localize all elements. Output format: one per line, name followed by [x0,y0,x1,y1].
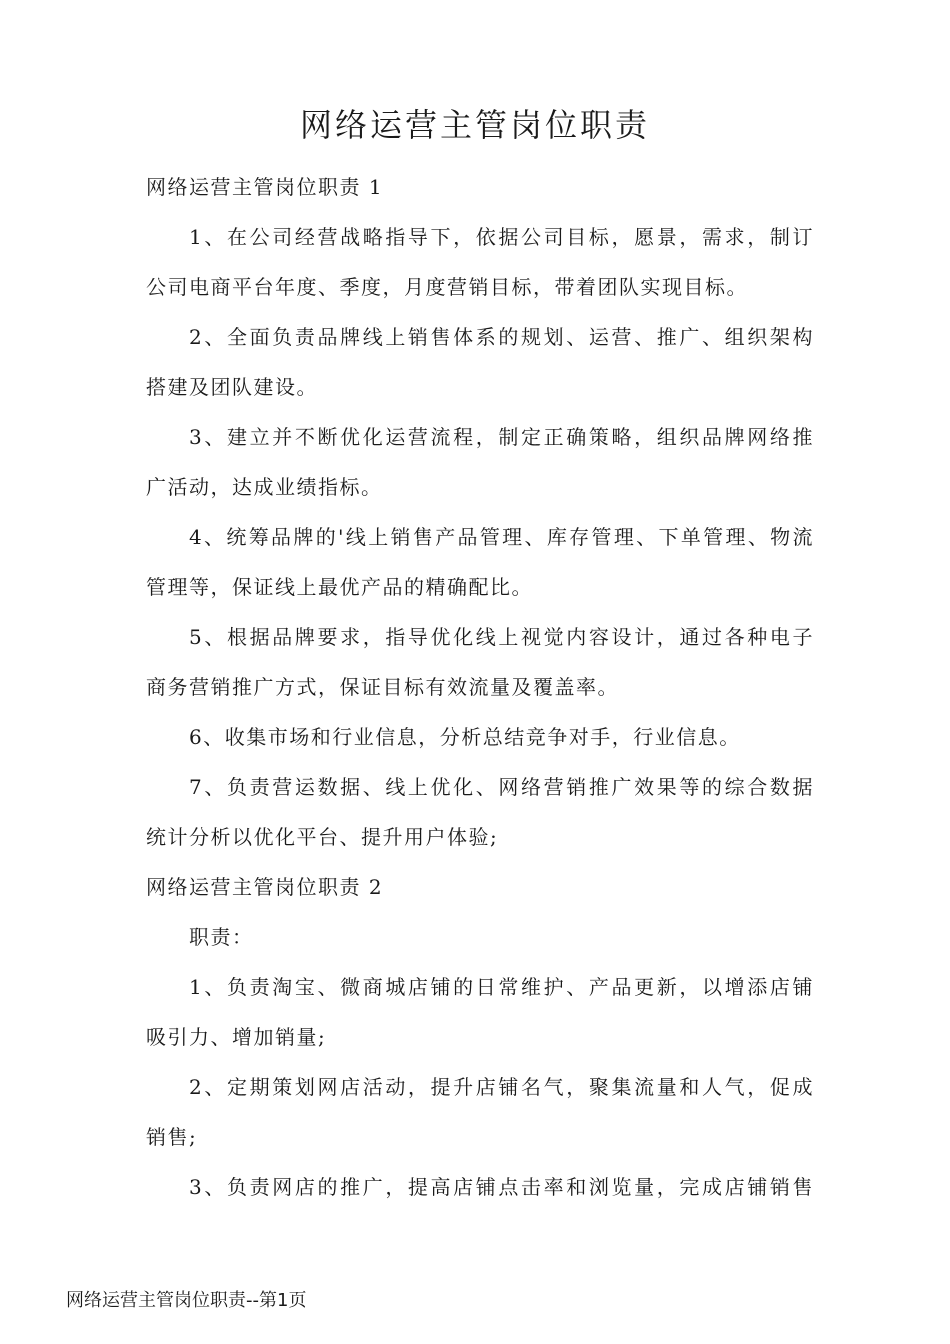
paragraph-line: 4、统筹品牌的'线上销售产品管理、库存管理、下单管理、物流 [189,525,814,549]
paragraph-line: 6、收集市场和行业信息，分析总结竞争对手，行业信息。 [189,725,741,749]
paragraph-line: 广活动，达成业绩指标。 [146,475,383,499]
paragraph-line: 5、根据品牌要求，指导优化线上视觉内容设计，通过各种电子 [189,625,814,649]
paragraph-line: 2、定期策划网店活动，提升店铺名气，聚集流量和人气，促成 [189,1075,814,1099]
paragraph-line: 7、负责营运数据、线上优化、网络营销推广效果等的综合数据 [189,775,814,799]
section-heading-1: 网络运营主管岗位职责 1 [146,175,384,199]
section-heading-2: 网络运营主管岗位职责 2 [146,875,384,899]
paragraph-line: 统计分析以优化平台、提升用户体验; [146,825,499,849]
paragraph-line: 1、在公司经营战略指导下，依据公司目标，愿景，需求，制订 [189,225,814,249]
paragraph-line: 1、负责淘宝、微商城店铺的日常维护、产品更新，以增添店铺 [189,975,814,999]
paragraph-line: 职责： [189,925,254,949]
page-footer: 网络运营主管岗位职责--第1页 [66,1290,307,1311]
paragraph-line: 2、全面负责品牌线上销售体系的规划、运营、推广、组织架构 [189,325,814,349]
paragraph-line: 3、建立并不断优化运营流程，制定正确策略，组织品牌网络推 [189,425,814,449]
paragraph-line: 3、负责网店的推广，提高店铺点击率和浏览量，完成店铺销售 [189,1175,814,1199]
document-title: 网络运营主管岗位职责 [299,106,650,144]
document-body [146,162,814,1212]
paragraph-line: 管理等，保证线上最优产品的精确配比。 [146,575,533,599]
paragraph-line: 搭建及团队建设。 [146,375,318,399]
paragraph-line: 销售; [146,1125,198,1149]
paragraph-line: 吸引力、增加销量; [146,1025,327,1049]
paragraph-line: 商务营销推广方式，保证目标有效流量及覆盖率。 [146,675,619,699]
paragraph-line: 公司电商平台年度、季度，月度营销目标，带着团队实现目标。 [146,275,748,299]
